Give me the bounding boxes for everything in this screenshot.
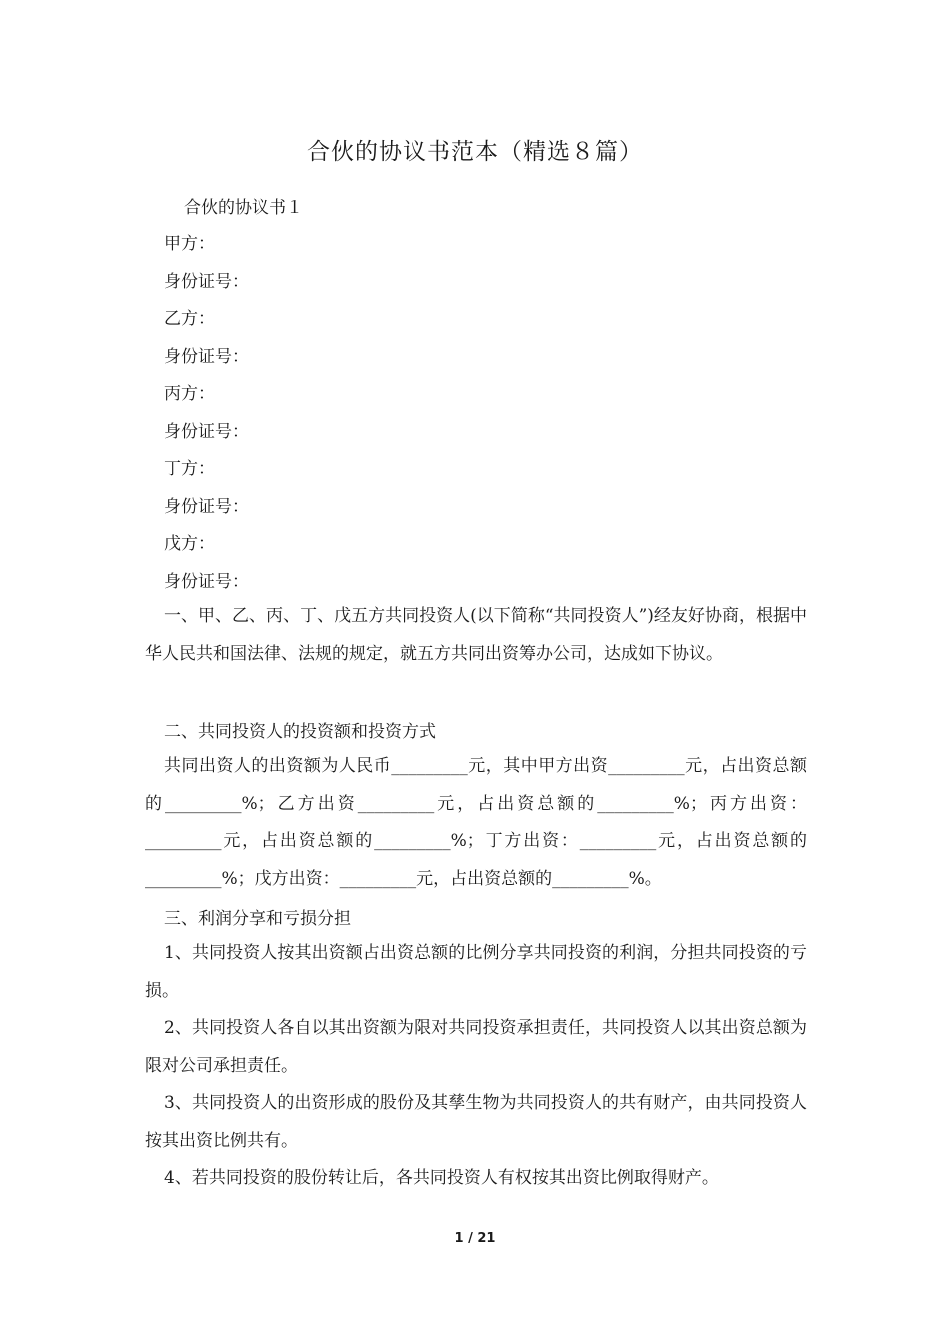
party-a-label: 甲方： bbox=[164, 234, 215, 254]
clause-3-list bbox=[145, 935, 807, 1198]
party-a-id-label: 身份证号： bbox=[164, 272, 249, 292]
party-e-label: 戊方： bbox=[164, 534, 215, 554]
party-e-id-label: 身份证号： bbox=[164, 572, 249, 592]
clause-3-item: 4、若共同投资的股份转让后，各共同投资人有权按其出资比例取得财产。 bbox=[164, 1168, 719, 1188]
party-d-id-label: 身份证号： bbox=[164, 497, 249, 517]
page-number: 1 / 21 bbox=[454, 1231, 496, 1246]
clause-3-item: 1、共同投资人按其出资额占出资总额的比例分享共同投资的利润，分担共同投资的亏损。 bbox=[145, 943, 807, 1001]
clause-2-heading: 二、共同投资人的投资额和投资方式 bbox=[164, 722, 436, 742]
party-c-label: 丙方： bbox=[164, 384, 215, 404]
section-subtitle: 合伙的协议书１ bbox=[184, 198, 303, 218]
party-d-label: 丁方： bbox=[164, 459, 215, 479]
clause-3-item: 3、共同投资人的出资形成的股份及其孳生物为共同投资人的共有财产，由共同投资人按其出资比例共有。 bbox=[145, 1093, 807, 1151]
party-c-id-label: 身份证号： bbox=[164, 422, 249, 442]
clause-1-paragraph: 一、甲、乙、丙、丁、戊五方共同投资人(以下简称“共同投资人”)经友好协商，根据中华人民共和国法律、法规的规定，就五方共同出资筹办公司，达成如下协议。 bbox=[145, 606, 807, 664]
party-b-id-label: 身份证号： bbox=[164, 347, 249, 367]
clause-3-item: 2、共同投资人各自以其出资额为限对共同投资承担责任，共同投资人以其出资总额为限对公司承担责任。 bbox=[145, 1018, 807, 1076]
document-title: 合伙的协议书范本（精选８篇） bbox=[307, 139, 643, 165]
clause-2-paragraph: 共同出资人的出资额为人民币_________元，其中甲方出资_________元，占出资总额的_________%；乙方出资_________元，占出资总额的_________%；丙方出资：_________元，占出资总额的_________%；丁方出资：_________元，占出资总额的_________%；戊方出资：_________元，占出资总额的_________%。 bbox=[145, 756, 807, 889]
party-b-label: 乙方： bbox=[164, 309, 215, 329]
clause-3-heading: 三、利润分享和亏损分担 bbox=[164, 909, 351, 929]
